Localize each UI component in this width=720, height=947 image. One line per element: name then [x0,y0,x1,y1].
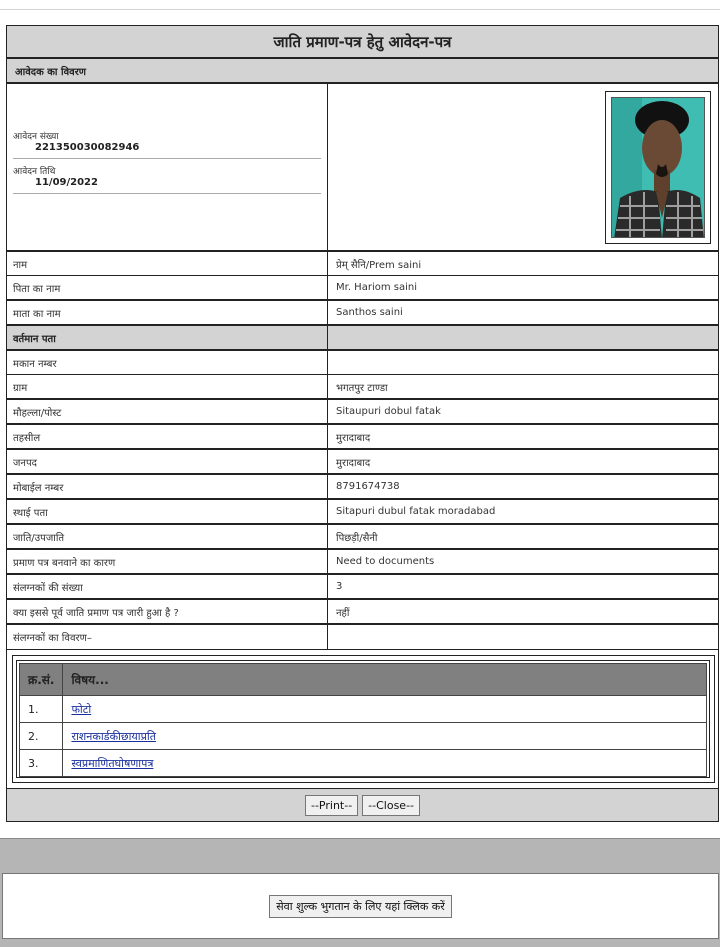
divider [13,193,321,194]
table-row [20,750,707,777]
payment-band [0,838,720,947]
application-date: 11/09/2022 [35,177,98,188]
district-label: जनपद [6,449,328,474]
action-bar [6,788,719,822]
applicant-photo-frame [605,91,711,244]
previous-certificate-value: नहीं [327,599,719,624]
previous-certificate-label: क्या इससे पूर्व जाति प्रमाण पत्र जारी हुआ है ? [6,599,328,624]
pay-service-fee-button[interactable]: सेवा शुल्क भुगतान के लिए यहां क्लिक करें [269,895,452,918]
column-header-sno: क्र.सं. [20,664,63,696]
attachment-count-label: संलग्नकों की संख्या [6,574,328,599]
locality-post-value: Sitaupuri dobul fatak [327,399,719,424]
father-name-value: Mr. Hariom saini [327,275,719,300]
application-number: 221350030082946 [35,142,140,153]
father-name-label: पिता का नाम [6,275,328,300]
district-value: मुरादाबाद [327,449,719,474]
permanent-address-label: स्थाई पता [6,499,328,524]
mother-name-value: Santhos saini [327,300,719,325]
reason-label: प्रमाण पत्र बनवाने का कारण [6,549,328,574]
attachments-table [19,663,707,777]
tehsil-value: मुरादाबाद [327,424,719,449]
application-info-cell [6,83,328,251]
name-value: प्रेम् सैनि/Prem saini [327,251,719,276]
permanent-address-value: Sitapuri dubul fatak moradabad [327,499,719,524]
column-header-subject: विषय... [63,664,707,696]
form-title: जाति प्रमाण-पत्र हेतु आवेदन-पत्र [6,25,719,58]
applicant-photo-image [612,98,705,238]
attachment-link-self-declaration[interactable]: स्वप्रमाणितघोषणापत्र [71,756,154,770]
locality-post-label: मौहल्ला/पोस्ट [6,399,328,424]
attachment-link-photo[interactable]: फोटो [71,702,92,716]
mother-name-label: माता का नाम [6,300,328,325]
caste-value: पिछड़ी/सैनी [327,524,719,549]
tehsil-label: तहसील [6,424,328,449]
row-subject [63,696,707,723]
attachment-link-ration-card[interactable]: राशनकार्डकीछायाप्रति [71,729,157,743]
house-number-value [327,350,719,375]
row-sno: 2. [20,723,63,750]
payment-panel [2,873,719,939]
name-label: नाम [6,251,328,276]
row-subject [63,750,707,777]
reason-value: Need to documents [327,549,719,574]
applicant-section-heading: आवेदक का विवरण [6,58,719,83]
address-section-heading: वर्तमान पता [6,325,328,350]
mobile-number-label: मोबाईल नम्बर [6,474,328,499]
village-value: भगतपुर टाण्डा [327,374,719,399]
divider [13,158,321,159]
top-divider [0,9,720,10]
address-section-heading-blank [327,325,719,350]
attachment-details-value [327,624,719,650]
mobile-number-value: 8791674738 [327,474,719,499]
attachment-details-label: संलग्नकों का विवरण– [6,624,328,650]
close-button[interactable]: --Close-- [362,795,420,816]
village-label: ग्राम [6,374,328,399]
print-button[interactable]: --Print-- [305,795,358,816]
row-sno: 3. [20,750,63,777]
row-sno: 1. [20,696,63,723]
application-number-label: आवेदन संख्या [13,132,59,142]
table-row [20,696,707,723]
application-date-label: आवेदन तिथि [13,167,56,177]
attachments-header-row [20,664,707,696]
applicant-photo [611,97,705,238]
table-row [20,723,707,750]
caste-label: जाति/उपजाति [6,524,328,549]
house-number-label: मकान नम्बर [6,350,328,375]
attachment-count-value: 3 [327,574,719,599]
row-subject [63,723,707,750]
